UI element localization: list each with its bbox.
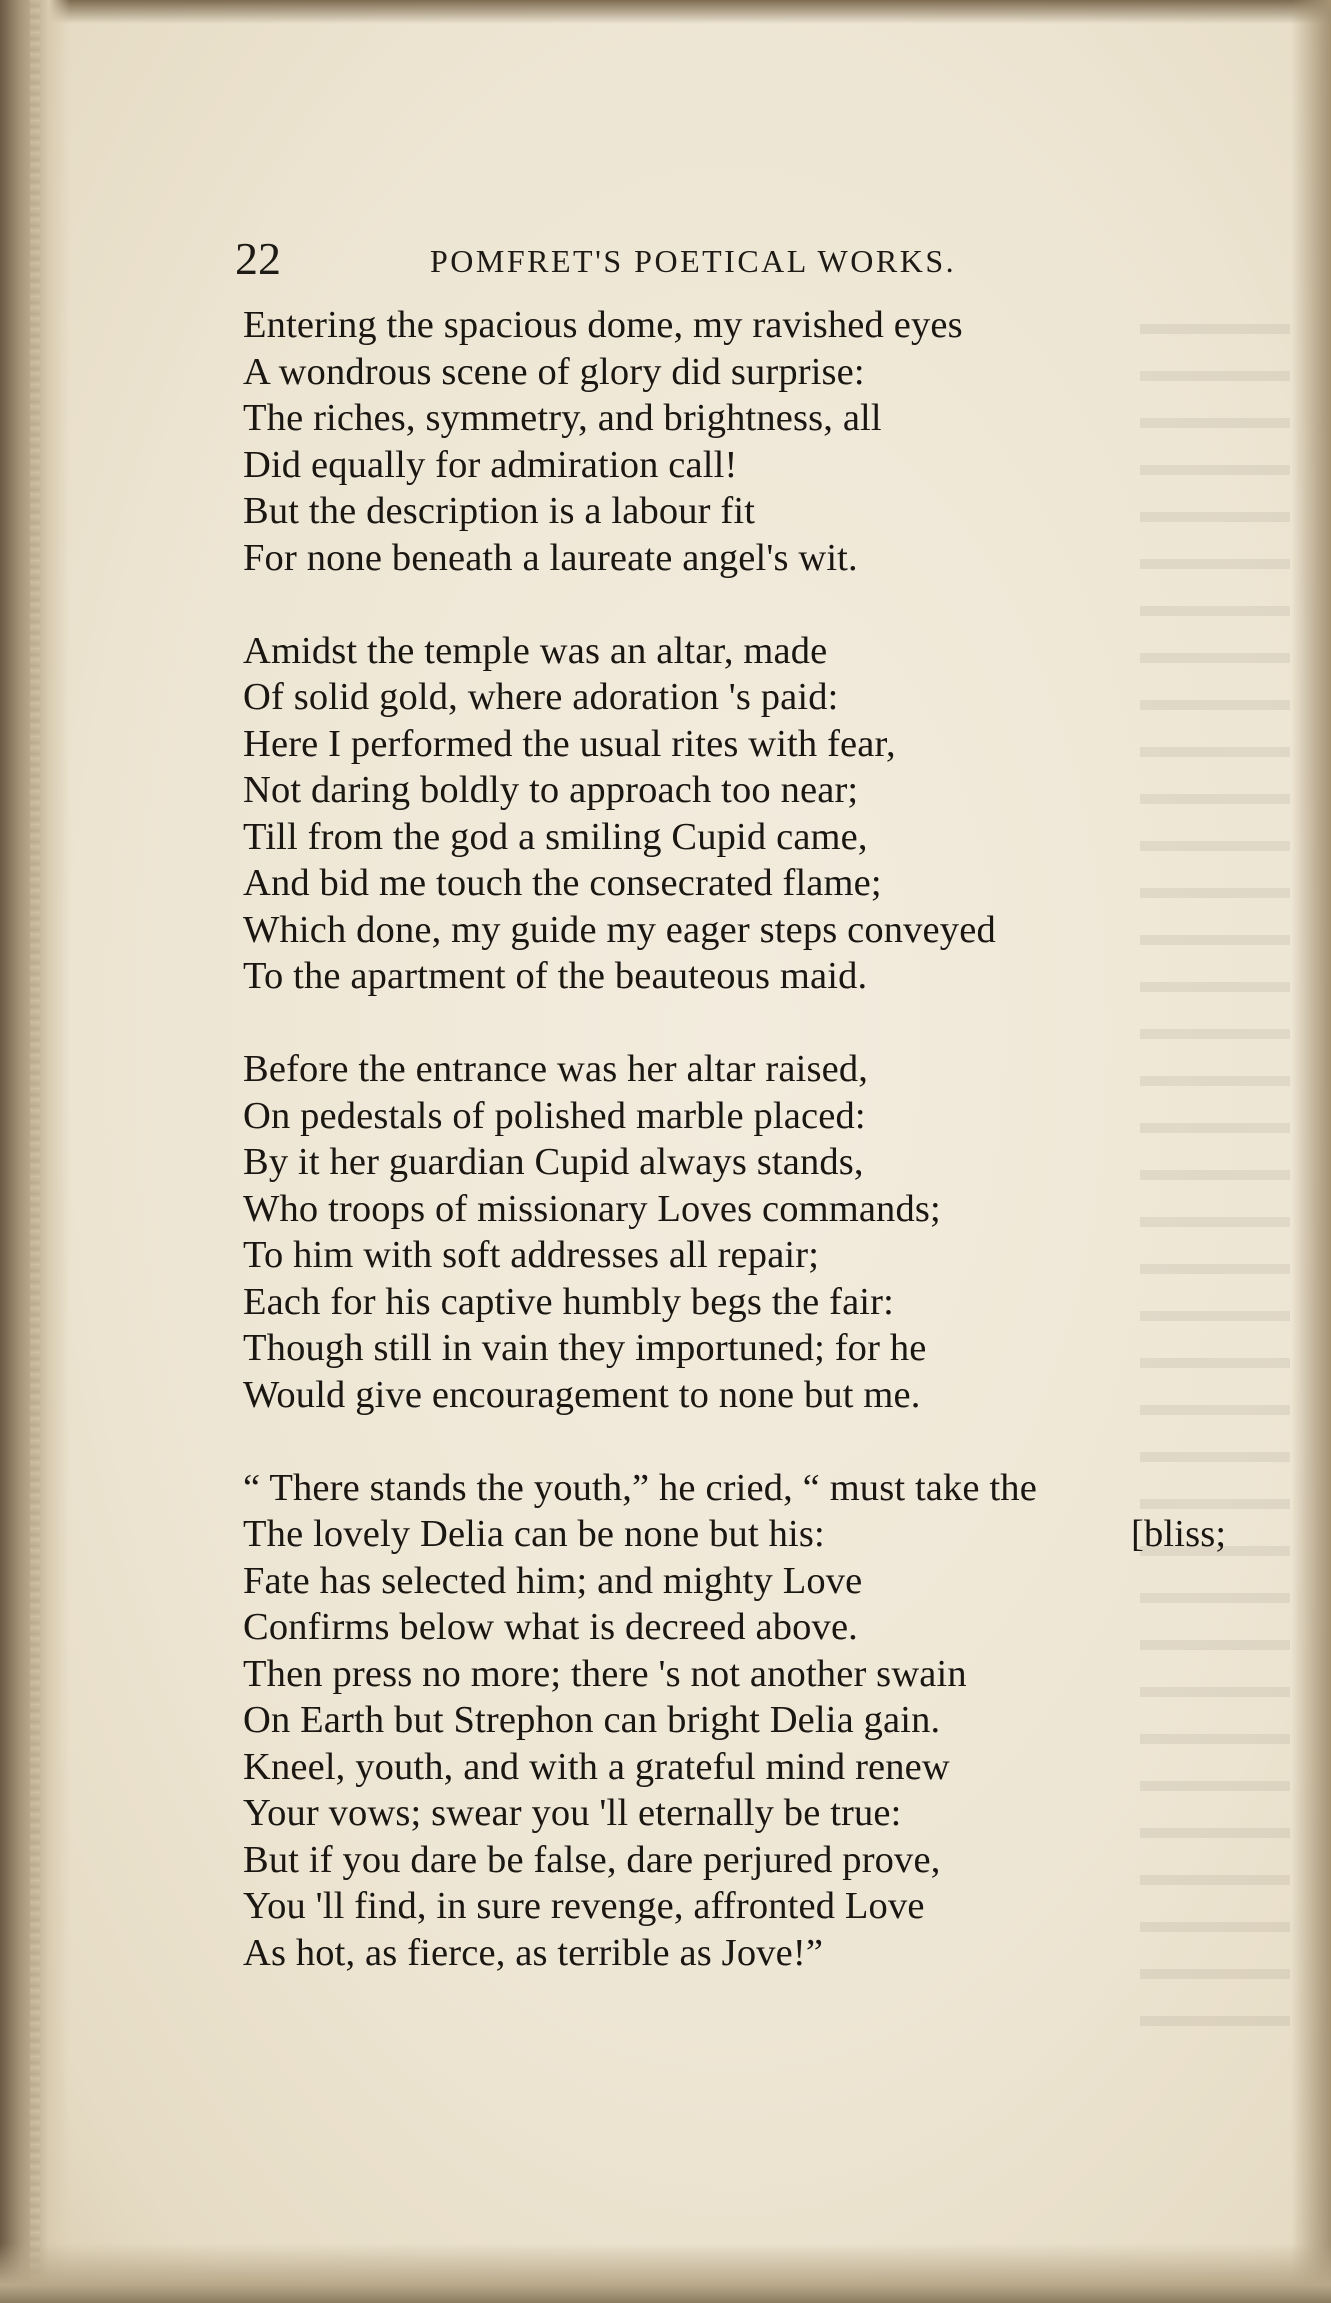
page-edges bbox=[30, 0, 40, 2303]
turnover-word: [bliss; bbox=[1131, 1513, 1227, 1555]
verse-line: “ There stands the youth,” he cried, “ must take the bbox=[243, 1466, 1037, 1509]
verse-line: To the apartment of the beauteous maid. bbox=[243, 955, 868, 997]
verse-line: To him with soft addresses all repair; bbox=[243, 1234, 820, 1276]
verse-line: Fate has selected him; and mighty Love bbox=[243, 1559, 863, 1602]
verse-line: By it her guardian Cupid always stands, bbox=[243, 1141, 864, 1183]
verse-line: But if you dare be false, dare perjured prove, bbox=[243, 1838, 941, 1881]
page-header bbox=[235, 232, 1095, 292]
verse-line: And bid me touch the consecrated flame; bbox=[243, 862, 882, 904]
verse-line: On pedestals of polished marble placed: bbox=[243, 1094, 866, 1137]
verse-line: The lovely Delia can be none but his: bbox=[243, 1513, 825, 1555]
verse-line: Kneel, youth, and with a grateful mind renew bbox=[243, 1745, 950, 1788]
verse-line: The riches, symmetry, and brightness, all bbox=[243, 397, 882, 439]
verse-line: Not daring boldly to approach too near; bbox=[243, 769, 859, 811]
verse-line: Then press no more; there 's not another swain bbox=[243, 1652, 967, 1695]
verse-line: You 'll find, in sure revenge, affronted Love bbox=[243, 1885, 925, 1927]
verse-line: But the description is a labour fit bbox=[243, 490, 756, 532]
verse-line: Of solid gold, where adoration 's paid: bbox=[243, 676, 839, 718]
verse-line: Though still in vain they importuned; for he bbox=[243, 1327, 927, 1369]
page-right-shadow bbox=[1291, 0, 1331, 2303]
stanza bbox=[243, 1465, 1263, 1977]
running-title: POMFRET'S POETICAL WORKS. bbox=[430, 243, 957, 279]
verse-line: Before the entrance was her altar raised, bbox=[243, 1048, 869, 1090]
verse-line: Would give encouragement to none but me. bbox=[243, 1373, 921, 1416]
verse-line: Confirms below what is decreed above. bbox=[243, 1606, 858, 1648]
page-top-shadow bbox=[0, 0, 1331, 24]
poem-text bbox=[243, 302, 1263, 2023]
verse-line: Your vows; swear you 'll eternally be true: bbox=[243, 1792, 902, 1834]
verse-line: For none beneath a laureate angel's wit. bbox=[243, 536, 858, 579]
verse-line: Who troops of missionary Loves commands; bbox=[243, 1187, 941, 1230]
verse-line: Did equally for admiration call! bbox=[243, 443, 738, 486]
stanza bbox=[243, 1046, 1263, 1418]
verse-line: A wondrous scene of glory did surprise: bbox=[243, 350, 865, 393]
stanza bbox=[243, 628, 1263, 1000]
page-number: 22 bbox=[235, 233, 281, 284]
verse-line: As hot, as fierce, as terrible as Jove!” bbox=[243, 1931, 824, 1974]
verse-line: Entering the spacious dome, my ravished eyes bbox=[243, 304, 963, 346]
verse-line: On Earth but Strephon can bright Delia gain. bbox=[243, 1699, 941, 1741]
verse-line-with-turnover bbox=[243, 1511, 1263, 1558]
verse-line: Here I performed the usual rites with fear, bbox=[243, 722, 896, 765]
stanza bbox=[243, 302, 1263, 581]
verse-line: Which done, my guide my eager steps conveyed bbox=[243, 908, 996, 951]
verse-line: Till from the god a smiling Cupid came, bbox=[243, 815, 868, 858]
verse-line: Each for his captive humbly begs the fair: bbox=[243, 1280, 894, 1323]
page-bottom-shadow bbox=[0, 2243, 1331, 2303]
verse-line: Amidst the temple was an altar, made bbox=[243, 629, 828, 672]
